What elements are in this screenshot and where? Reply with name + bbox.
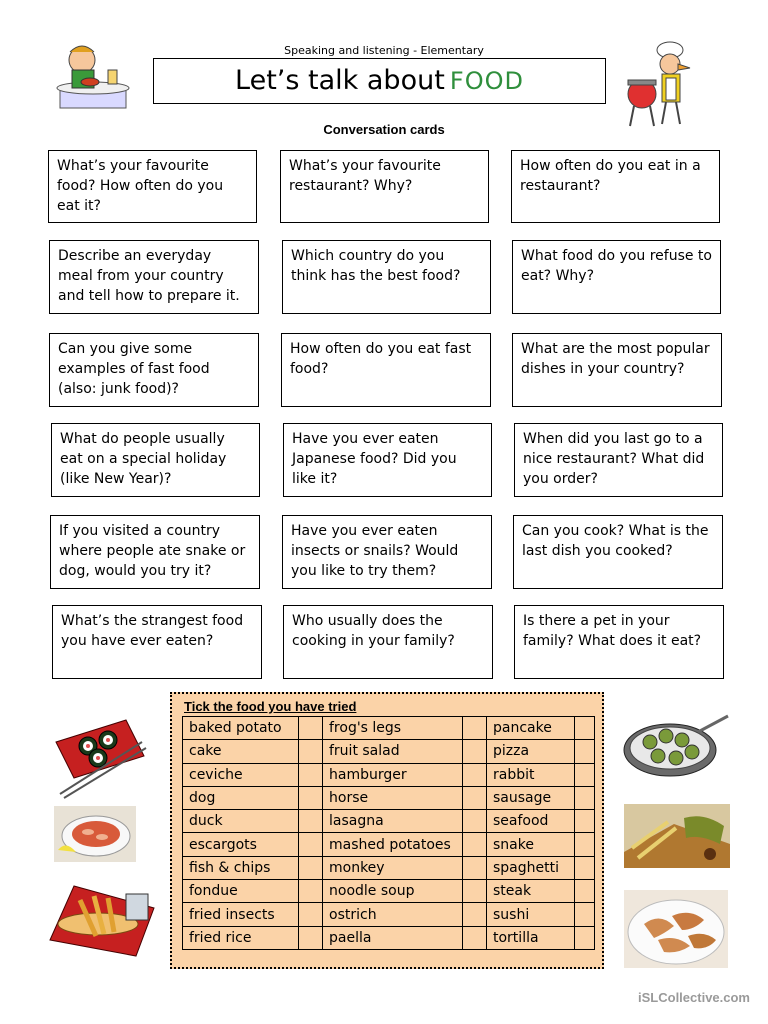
tick-cell[interactable] (299, 810, 323, 833)
tick-cell[interactable] (299, 880, 323, 903)
shrimp-bowl-photo (54, 806, 136, 862)
tick-cell[interactable] (575, 740, 595, 763)
tick-cell[interactable] (299, 717, 323, 740)
food-item: fish & chips (183, 856, 299, 879)
table-row (183, 856, 595, 879)
frogs-legs-photo (624, 890, 728, 968)
food-item: fruit salad (323, 740, 463, 763)
food-item: monkey (323, 856, 463, 879)
tick-cell[interactable] (299, 740, 323, 763)
tick-cell[interactable] (575, 926, 595, 949)
food-item: baked potato (183, 717, 299, 740)
table-row (183, 880, 595, 903)
food-item: cake (183, 740, 299, 763)
conversation-card: Have you ever eaten Japanese food? Did you like it? (283, 423, 492, 497)
tick-cell[interactable] (299, 833, 323, 856)
tick-cell[interactable] (463, 740, 487, 763)
table-row (183, 833, 595, 856)
fish-and-chips-clipart (44, 880, 160, 962)
food-item: pancake (487, 717, 575, 740)
table-row (183, 810, 595, 833)
food-checklist-table (182, 716, 595, 950)
tick-cell[interactable] (575, 903, 595, 926)
food-item: frog's legs (323, 717, 463, 740)
conversation-card: If you visited a country where people ate snake or dog, would you try it? (50, 515, 260, 589)
tick-food-heading: Tick the food you have tried (184, 699, 357, 714)
tick-cell[interactable] (575, 786, 595, 809)
sushi-clipart (52, 712, 148, 800)
conversation-cards-heading: Conversation cards (323, 122, 445, 137)
tick-cell[interactable] (299, 763, 323, 786)
food-item: ostrich (323, 903, 463, 926)
food-item: duck (183, 810, 299, 833)
tick-cell[interactable] (463, 786, 487, 809)
tick-cell[interactable] (299, 786, 323, 809)
conversation-card: What are the most popular dishes in your country? (512, 333, 722, 407)
food-item: steak (487, 880, 575, 903)
food-item: pizza (487, 740, 575, 763)
food-item: rabbit (487, 763, 575, 786)
conversation-card: What do people usually eat on a special holiday (like New Year)? (51, 423, 260, 497)
conversation-card: What’s your favourite food? How often do you eat it? (48, 150, 257, 223)
food-item: escargots (183, 833, 299, 856)
food-item: paella (323, 926, 463, 949)
tick-cell[interactable] (463, 717, 487, 740)
table-row (183, 786, 595, 809)
conversation-card: Which country do you think has the best food? (282, 240, 491, 314)
tick-cell[interactable] (463, 763, 487, 786)
food-item: fried rice (183, 926, 299, 949)
food-item: lasagna (323, 810, 463, 833)
conversation-card: When did you last go to a nice restaurant? What did you order? (514, 423, 723, 497)
tick-cell[interactable] (575, 717, 595, 740)
tick-cell[interactable] (463, 926, 487, 949)
table-row (183, 740, 595, 763)
conversation-card: Can you cook? What is the last dish you cooked? (513, 515, 723, 589)
site-credit: iSLCollective.com (638, 990, 750, 1005)
tick-cell[interactable] (299, 926, 323, 949)
tick-cell[interactable] (575, 856, 595, 879)
food-item: tortilla (487, 926, 575, 949)
tick-cell[interactable] (463, 833, 487, 856)
tick-food-box (170, 692, 604, 969)
food-item: snake (487, 833, 575, 856)
conversation-card: Who usually does the cooking in your family? (283, 605, 493, 679)
food-item: noodle soup (323, 880, 463, 903)
conversation-card: Can you give some examples of fast food (also: junk food)? (49, 333, 259, 407)
conversation-card: How often do you eat in a restaurant? (511, 150, 720, 223)
food-item: horse (323, 786, 463, 809)
tick-cell[interactable] (575, 833, 595, 856)
food-item: ceviche (183, 763, 299, 786)
conversation-card: Describe an everyday meal from your country and tell how to prepare it. (49, 240, 259, 314)
table-row (183, 903, 595, 926)
tick-cell[interactable] (575, 763, 595, 786)
food-item: dog (183, 786, 299, 809)
tick-cell[interactable] (299, 903, 323, 926)
tick-cell[interactable] (463, 856, 487, 879)
worksheet-title: Let’s talk about (235, 65, 445, 96)
food-item: mashed potatoes (323, 833, 463, 856)
food-item: seafood (487, 810, 575, 833)
conversation-card: Have you ever eaten insects or snails? Would you like to try them? (282, 515, 492, 589)
conversation-card: What’s your favourite restaurant? Why? (280, 150, 489, 223)
worksheet-subtitle: Speaking and listening - Elementary (284, 44, 484, 57)
conversation-card: What food do you refuse to eat? Why? (512, 240, 721, 314)
table-row (183, 717, 595, 740)
tick-cell[interactable] (463, 880, 487, 903)
conversation-card: What’s the strangest food you have ever eaten? (52, 605, 262, 679)
worksheet-title-food: FOOD (449, 67, 524, 95)
table-row (183, 926, 595, 949)
tick-cell[interactable] (575, 810, 595, 833)
escargots-plate-clipart (620, 712, 732, 782)
chef-barbecue-clipart (620, 40, 710, 128)
food-item: sushi (487, 903, 575, 926)
tick-cell[interactable] (463, 810, 487, 833)
tick-cell[interactable] (463, 903, 487, 926)
fried-insects-photo (624, 804, 730, 868)
conversation-card: How often do you eat fast food? (281, 333, 491, 407)
tick-cell[interactable] (575, 880, 595, 903)
food-item: spaghetti (487, 856, 575, 879)
worksheet-title-box (153, 58, 606, 104)
conversation-card: Is there a pet in your family? What does it eat? (514, 605, 724, 679)
table-row (183, 763, 595, 786)
food-item: fried insects (183, 903, 299, 926)
eating-man-clipart (52, 40, 134, 112)
food-item: fondue (183, 880, 299, 903)
tick-cell[interactable] (299, 856, 323, 879)
food-item: hamburger (323, 763, 463, 786)
food-item: sausage (487, 786, 575, 809)
